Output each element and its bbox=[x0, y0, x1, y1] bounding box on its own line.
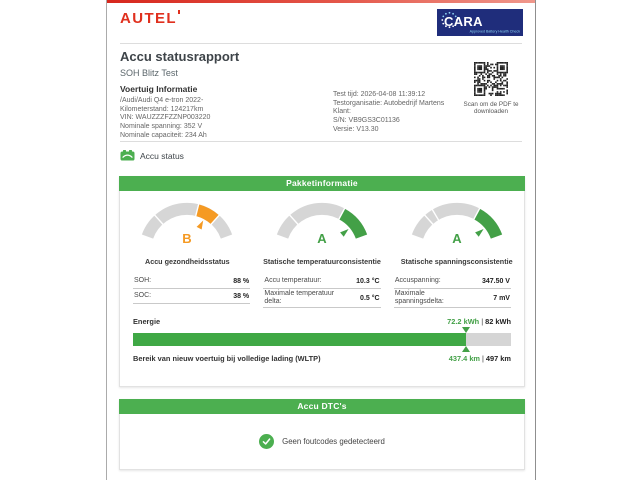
autel-trademark-tick bbox=[178, 10, 180, 14]
energy-label: Energie bbox=[133, 317, 161, 326]
stat-value: 10.3 °C bbox=[356, 277, 380, 285]
info-line: Nominale capaciteit: 234 Ah bbox=[120, 131, 207, 139]
range-row bbox=[133, 354, 511, 363]
energy-bar bbox=[133, 333, 511, 346]
stat-label: Accu temperatuur: bbox=[264, 277, 322, 284]
top-accent-line bbox=[107, 0, 535, 3]
energy-header-row bbox=[133, 317, 511, 326]
gauge-grade: A bbox=[451, 231, 462, 246]
page-subtitle: SOH Blitz Test bbox=[120, 68, 178, 78]
battery-icon bbox=[120, 150, 135, 161]
range-total-value: 497 km bbox=[485, 354, 511, 363]
gauge-label: Statische temperatuurconsistentie bbox=[263, 257, 381, 266]
gauge-marker-icon bbox=[340, 229, 348, 237]
battery-status-section-label bbox=[120, 150, 184, 161]
gauge-grade: A bbox=[317, 231, 327, 246]
cara-logo-text: CARA bbox=[444, 14, 483, 29]
gauge bbox=[255, 197, 390, 266]
range-marker-row bbox=[133, 346, 511, 353]
info-line: S/N: VB9GS3C01136 bbox=[333, 117, 400, 125]
qr-caption: Scan om de PDF te downloaden bbox=[463, 101, 519, 116]
stat-value: 0.5 °C bbox=[360, 294, 380, 302]
stat-value: 88 % bbox=[233, 277, 250, 285]
stat-column bbox=[263, 274, 380, 308]
check-icon bbox=[259, 434, 274, 449]
gauge-label: Statische spanningsconsistentie bbox=[400, 257, 513, 266]
header-divider bbox=[120, 43, 522, 44]
stat-label: Accuspanning: bbox=[394, 277, 441, 284]
range-marker-up-icon bbox=[462, 346, 470, 352]
package-info-header: Pakketinformatie bbox=[119, 176, 525, 191]
energy-marker-row bbox=[133, 326, 511, 333]
range-current-value: 437.4 km bbox=[448, 354, 480, 363]
info-line: Klant: bbox=[333, 108, 351, 116]
gauge-label: Accu gezondheidsstatus bbox=[145, 257, 230, 266]
range-values bbox=[449, 354, 511, 363]
stat-label: SOC: bbox=[134, 292, 152, 299]
gauge-arc bbox=[257, 197, 387, 251]
info-line: /Audi/Audi Q4 e-tron 2022- bbox=[120, 97, 204, 104]
gauge-row bbox=[120, 197, 524, 266]
gauge-grade: B bbox=[182, 231, 193, 246]
dtc-body bbox=[120, 414, 524, 468]
energy-total-value: 82 kWh bbox=[485, 317, 511, 326]
range-separator: | bbox=[482, 354, 484, 363]
stat-value: 347.50 V bbox=[481, 277, 510, 285]
page-title: Accu statusrapport bbox=[120, 49, 240, 64]
cara-tagline: Approved Battery Health Check bbox=[469, 29, 520, 34]
stat-label: Maximale spanningsdelta: bbox=[394, 290, 444, 305]
gauge bbox=[389, 197, 524, 266]
energy-bar-fill bbox=[133, 333, 466, 346]
range-label: Bereik van nieuw voertuig bij volledige lading (WLTP) bbox=[133, 354, 321, 363]
stat-row bbox=[394, 289, 511, 308]
gauge-marker-icon bbox=[197, 221, 204, 230]
info-line: VIN: WAUZZZFZZNP003220 bbox=[120, 114, 211, 122]
dtc-panel bbox=[119, 399, 525, 470]
gauge-arc bbox=[122, 197, 252, 251]
stat-row bbox=[263, 289, 380, 308]
stat-row bbox=[133, 289, 250, 304]
energy-values bbox=[447, 317, 511, 326]
info-line: Versie: V13.30 bbox=[333, 125, 379, 133]
stat-row bbox=[394, 274, 511, 289]
package-info-panel bbox=[119, 176, 525, 387]
cara-logo bbox=[437, 9, 523, 36]
info-line: Nominale spanning: 352 V bbox=[120, 123, 203, 131]
stat-row bbox=[263, 274, 380, 289]
info-line: Kilometerstand: 124217km bbox=[120, 105, 204, 113]
gauge bbox=[120, 197, 255, 266]
gauge-arc bbox=[392, 197, 522, 251]
gauge-marker-icon bbox=[475, 229, 483, 237]
info-line: Testorganisatie: Autobedrijf Martens bbox=[333, 99, 445, 107]
battery-status-title: Accu status bbox=[140, 150, 184, 161]
stat-column bbox=[133, 274, 250, 308]
energy-current-value: 72.2 kWh bbox=[447, 317, 480, 326]
autel-logo bbox=[120, 10, 180, 27]
stat-value: 7 mV bbox=[493, 294, 510, 302]
info-line: Test tijd: 2026-04-08 11:39:12 bbox=[333, 91, 426, 98]
dtc-message: Geen foutcodes gedetecteerd bbox=[282, 436, 385, 446]
vehicle-info-heading: Voertuig Informatie bbox=[120, 84, 198, 94]
autel-logo-text: AUTEL bbox=[120, 10, 177, 27]
energy-separator: | bbox=[481, 317, 484, 326]
info-divider bbox=[120, 141, 522, 142]
stats-row bbox=[120, 274, 524, 308]
qr-code bbox=[474, 62, 508, 96]
stat-column bbox=[394, 274, 511, 308]
dtc-header: Accu DTC's bbox=[119, 399, 525, 414]
stat-label: Maximale temperatuur delta: bbox=[264, 290, 335, 305]
stat-value: 38 % bbox=[233, 292, 250, 300]
report-page bbox=[106, 0, 536, 480]
stat-label: SOH: bbox=[134, 277, 152, 284]
stat-row bbox=[133, 274, 250, 289]
vehicle-info-left bbox=[120, 97, 320, 141]
energy-section bbox=[120, 317, 524, 363]
